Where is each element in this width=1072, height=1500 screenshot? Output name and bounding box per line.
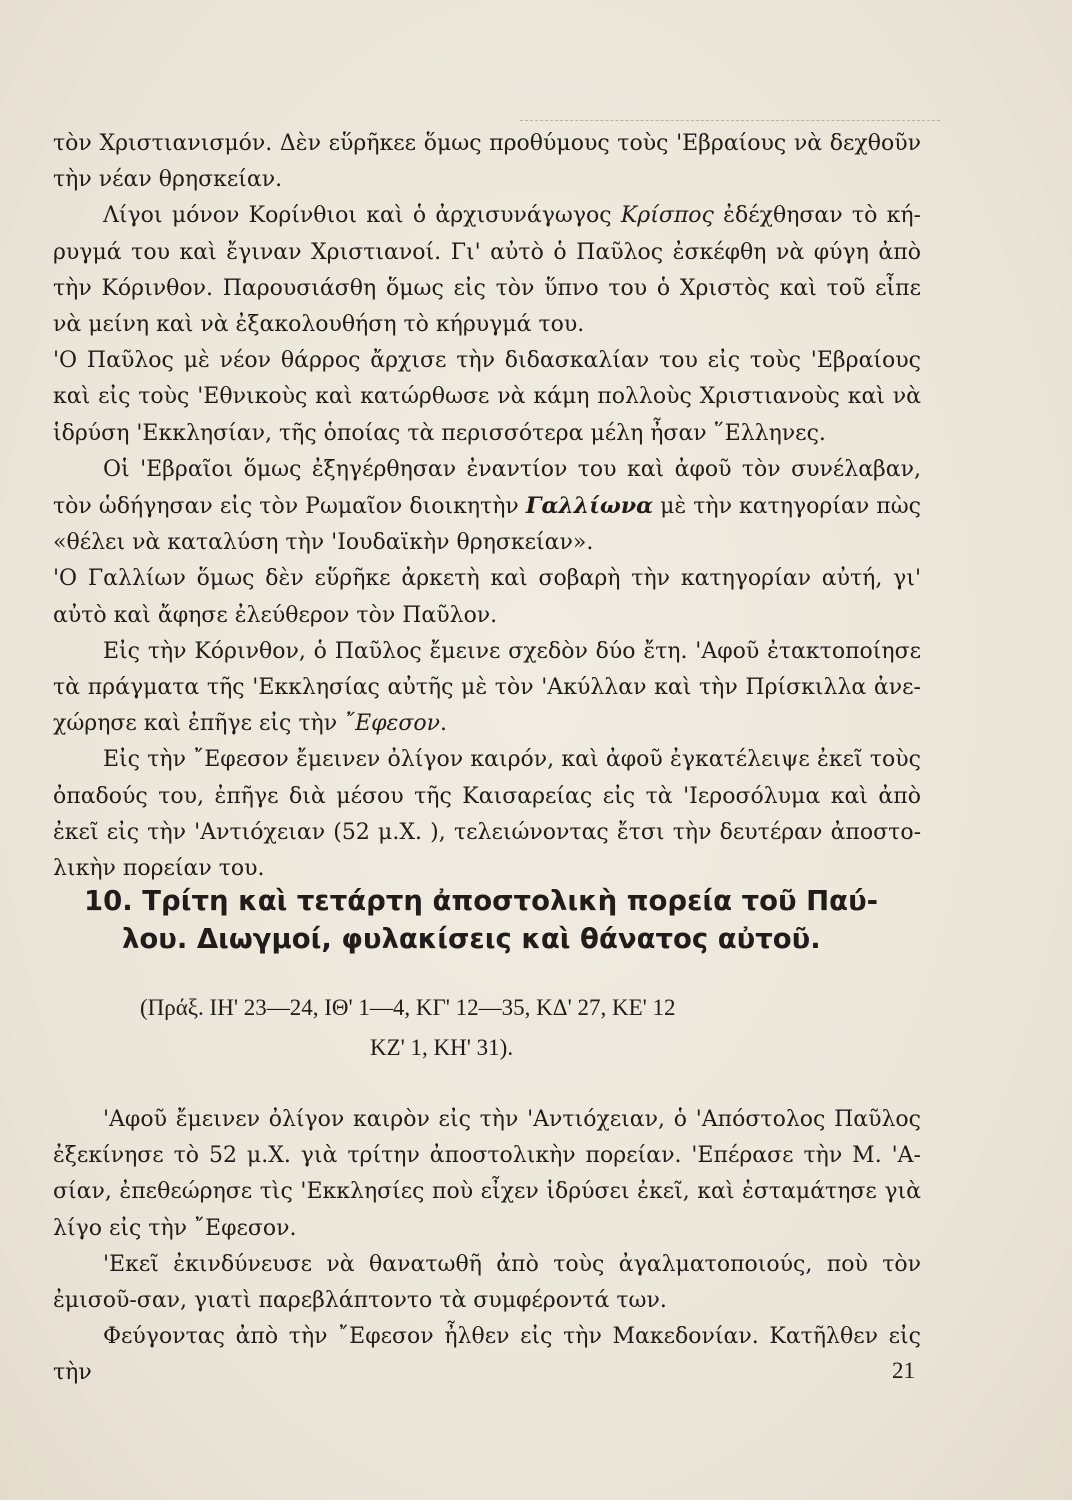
paragraph-8: 'Αφοῦ ἔμεινεν ὀλίγον καιρὸν εἰς τὴν 'Αντιόχειαν, ὁ 'Απόστολος Παῦλος ἐξεκίνησε τὸ 52 μ.Χ. γιὰ τρίτην ἀποστολικὴν πορείαν. 'Επέρασε τὴν Μ. 'Α-σίαν, ἐπεθεώρησε τὶς 'Εκκλησίες ποὺ εἶχεν ἱδρύσει ἐκεῖ, καὶ ἐσταμάτησε γιὰ λίγο εἰς τὴν ῎Εφεσον. — [53, 1107, 921, 1241]
refs-line-2: ΚΖ' 1, ΚΗ' 31). — [370, 1035, 514, 1060]
paragraph-7: Εἰς τὴν ῎Εφεσον ἔμεινεν ὀλίγον καιρόν, καὶ ἀφοῦ ἐγκατέλειψε ἐκεῖ τοὺς ὀπαδούς του, ἐπῆγε διὰ μέσου τῆς Καισαρείας εἰς τὰ 'Ιεροσόλυμα καὶ ἀπὸ ἐκεῖ εἰς τὴν 'Αντιόχειαν (52 μ.Χ. ), τελειώνοντας ἔτσι τὴν δευτέραν ἀποστο-λικὴν πορείαν του. — [53, 747, 921, 882]
bottom-text-block — [53, 1102, 921, 1392]
page-edge-mark — [520, 120, 940, 122]
paragraph-3: 'Ο Παῦλος μὲ νέον θάρρος ἄρχισε τὴν διδασκαλίαν του εἰς τοὺς 'Εβραίους καὶ εἰς τοὺς 'Εθνικοὺς καὶ κατώρθωσε νὰ κάμη πολλοὺς Χριστιανοὺς καὶ νὰ ἱδρύση 'Εκκλησίαν, τῆς ὁποίας τὰ περισσότερα μέλη ἦσαν ῞Ελληνες. — [53, 348, 921, 446]
name-gallion: Γαλλίωνα — [525, 493, 654, 520]
heading-line-1: 10. Τρίτη καὶ τετάρτη ἀποστολικὴ πορεία τοῦ Παύ- — [84, 885, 879, 917]
scripture-references — [140, 988, 900, 1068]
refs-line-1: (Πράξ. ΙΗ' 23—24, ΙΘ' 1—4, ΚΓ' 12—35, ΚΔ' 27, ΚΕ' 12 — [140, 995, 676, 1020]
page-number: 21 — [892, 1358, 915, 1383]
heading-line-2: λου. Διωγμοί, φυλακίσεις καὶ θάνατος αὐτοῦ. — [122, 923, 821, 955]
section-heading — [84, 882, 944, 958]
paragraph-6: Εἰς τὴν Κόρινθον, ὁ Παῦλος ἔμεινε σχεδὸν δύο ἔτη. 'Αφοῦ ἐτακτοποίησε τὰ πράγματα τῆς 'Εκκλησίας αὐτῆς μὲ τὸν 'Ακύλλαν καὶ τὴν Πρίσκιλλα ἀνε-χώρησε καὶ ἐπῆγε εἰς τὴν ῎Εφεσον. — [53, 638, 921, 737]
paragraph-10: Φεύγοντας ἀπὸ τὴν ῎Εφεσον ἦλθεν εἰς τὴν Μακεδονίαν. Κατῆλθεν εἰς τὴν — [53, 1324, 921, 1386]
paragraph-4: Οἱ 'Εβραῖοι ὅμως ἐξηγέρθησαν ἐναντίον του καὶ ἀφοῦ τὸν συνέλαβαν, τὸν ὡδήγησαν εἰς τὸν Ρωμαῖον διοικητὴν Γαλλίωνα μὲ τὴν κατηγορίαν πὼς «θέλει νὰ καταλύση τὴν 'Ιουδαϊκὴν θρησκείαν». — [53, 456, 921, 556]
paragraph-2: Λίγοι μόνον Κορίνθιοι καὶ ὁ ἀρχισυνάγωγος Κρίσπος ἐδέχθησαν τὸ κή-ρυγμά του καὶ ἔγιναν Χριστιανοί. Γι' αὐτὸ ὁ Παῦλος ἐσκέφθη νὰ φύγη ἀπὸ τὴν Κόρινθον. Παρουσιάσθη ὅμως εἰς τὸν ὕπνο του ὁ Χριστὸς καὶ τοῦ εἶπε νὰ μείνη καὶ νὰ ἐξακολουθήση τὸ κήρυγμά του. — [53, 203, 921, 338]
top-text-block — [53, 126, 921, 887]
paragraph-1: τὸν Χριστιανισμόν. Δὲν εὕρῆκεε ὅμως προθύμους τοὺς 'Εβραίους νὰ δεχθοῦν τὴν νέαν θρησκείαν. — [53, 131, 921, 193]
name-ephesus: ῎Εφεσον — [344, 711, 440, 737]
paragraph-5: 'Ο Γαλλίων ὅμως δὲν εὕρῆκε ἀρκετὴ καὶ σοβαρὴ τὴν κατηγορίαν αὐτή, γι' αὐτὸ καὶ ἄφησε ἐλεύθερον τὸν Παῦλον. — [53, 566, 921, 628]
paragraph-9: 'Εκεῖ ἐκινδύνευσε νὰ θανατωθῆ ἀπὸ τοὺς ἀγαλματοποιούς, ποὺ τὸν ἐμισοῦ-σαν, γιατὶ παρεβλάπτοντο τὰ συμφέροντά των. — [53, 1251, 921, 1314]
name-krispos: Κρίσπος — [620, 203, 714, 229]
